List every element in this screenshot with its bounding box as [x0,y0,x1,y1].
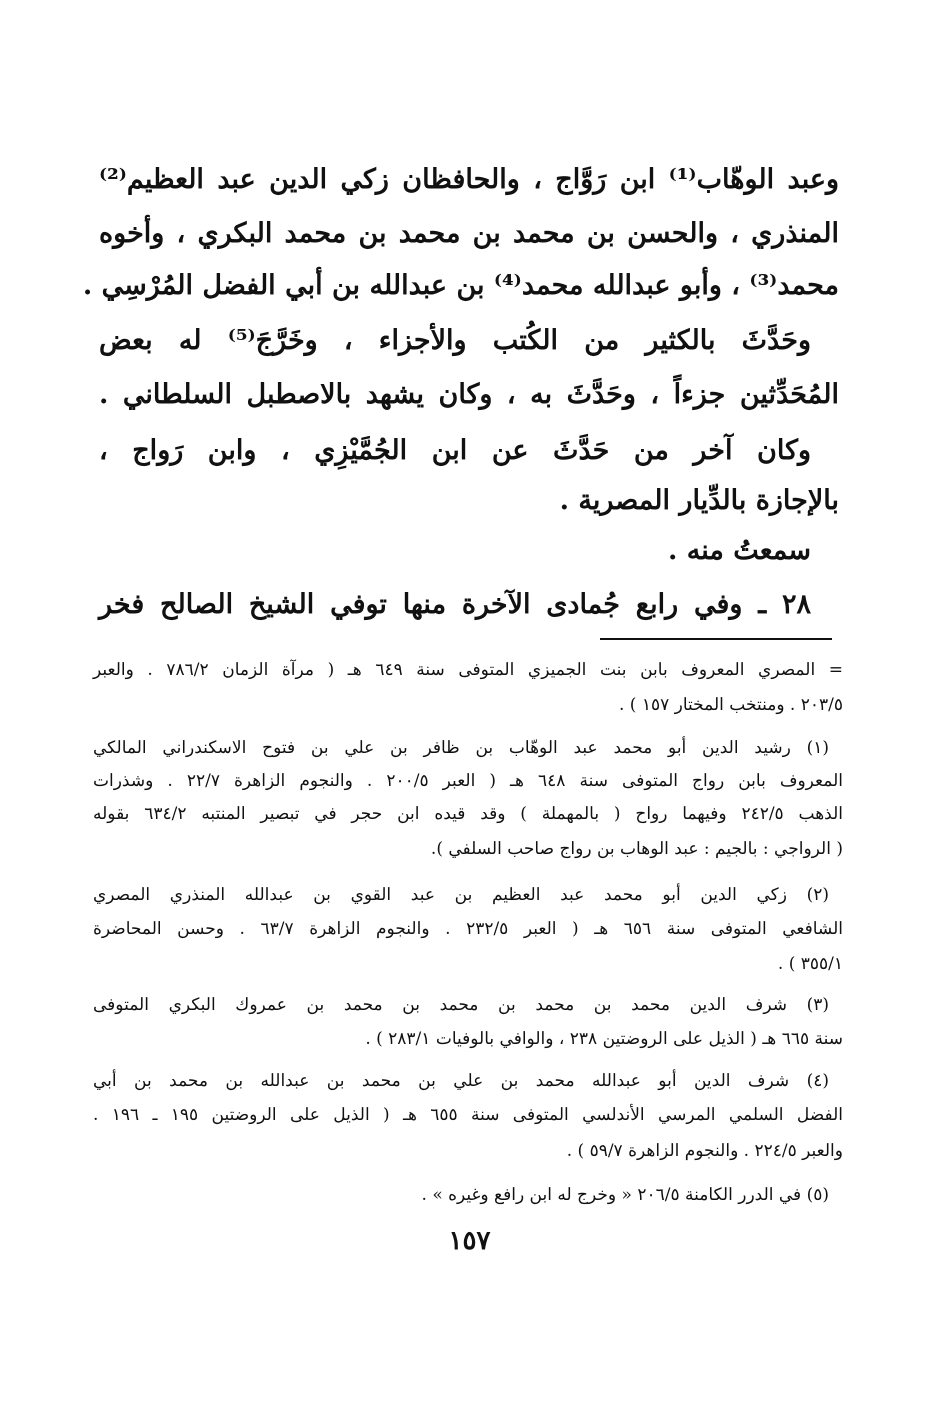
body-line-1: وعبد الوهّاب⁽¹⁾ ابن رَوَّاج ، والحافظان زكي الدين عبد العظيم⁽²⁾ [99,164,839,195]
entry-heading-28: ٢٨ ـ وفي رابع جُمادى الآخرة منها توفي الشيخ الصالح فخر [99,589,811,620]
footnote-5: (٥) في الدرر الكامنة ٢٠٦/٥ « وخرج له ابن رافع وغيره » . [421,1185,829,1205]
page-number: ١٥٧ [448,1226,491,1256]
body-line-2: المنذري ، والحسن بن محمد بن محمد بن محمد البكري ، وأخوه [99,218,839,249]
footnote-line: المعروف بابن رواج المتوفى سنة ٦٤٨ هـ ( العبر ٢٠٠/٥ . والنجوم الزاهرة ٢٢/٧ . وشذرات [93,771,843,791]
footnote-2: (٢) زكي الدين أبو محمد عبد العظيم بن عبد القوي بن عبدالله المنذري المصري [93,885,829,905]
footnote-line: = المصري المعروف بابن بنت الجميزي المتوفى سنة ٦٤٩ هـ ( مرآة الزمان ٧٨٦/٢ . والعبر [93,660,843,680]
body-line-6: وكان آخر من حَدَّثَ عن ابن الجُمَّيْزِي ، وابن رَواج ، [99,435,811,466]
body-line-3: محمد⁽³⁾ ، وأبو عبدالله محمد⁽⁴⁾ بن عبدالله بن أبي الفضل المُرْسِي . [82,270,839,301]
body-line-7: بالإجازة بالدِّيار المصرية . [559,485,839,516]
body-line-4: وحَدَّثَ بالكثير من الكُتب والأجزاء ، وخَرَّجَ⁽⁵⁾ له بعض [99,325,812,356]
footnote-line: ( الرواجي : بالجيم : عبد الوهاب بن رواج صاحب السلفي ). [430,839,843,859]
footnote-line: والعبر ٢٢٤/٥ . والنجوم الزاهرة ٥٩/٧ ) . [566,1141,843,1161]
footnote-4: (٤) شرف الدين أبو عبدالله محمد بن علي بن محمد بن عبدالله بن محمد بن أبي [93,1071,829,1091]
footnote-separator [600,638,832,640]
footnote-line: الفضل السلمي المرسي الأندلسي المتوفى سنة ٦٥٥ هـ ( الذيل على الروضتين ١٩٥ ـ ١٩٦ . [93,1105,843,1125]
footnote-line: ٢٠٣/٥ . ومنتخب المختار ١٥٧ ) . [619,695,843,715]
footnote-3: (٣) شرف الدين محمد بن محمد بن محمد بن محمد بن عمروك البكري المتوفى [93,995,829,1015]
body-line-5: المُحَدِّثين جزءاً ، وحَدَّثَ به ، وكان يشهد بالاصطبل السلطاني . [99,379,839,410]
footnote-line: الشافعي المتوفى سنة ٦٥٦ هـ ( العبر ٢٣٢/٥ . والنجوم الزاهرة ٦٣/٧ . وحسن المحاضرة [93,919,843,939]
footnote-line: الذهب ٢٤٢/٥ وفيهما رواح ( بالمهملة ) وقد قيده ابن حجر في تبصير المنتبه ٦٣٤/٢ بقوله [93,804,844,824]
footnote-line: ٣٥٥/١ ) . [777,954,843,974]
footnote-line: سنة ٦٦٥ هـ ( الذيل على الروضتين ٢٣٨ ، والوافي بالوفيات ٢٨٣/١ ) . [365,1029,843,1049]
footnote-1: (١) رشيد الدين أبو محمد عبد الوهّاب بن ظافر بن علي بن فتوح الاسكندراني المالكي [93,738,829,758]
body-line-8: سمعتُ منه . [667,535,811,566]
